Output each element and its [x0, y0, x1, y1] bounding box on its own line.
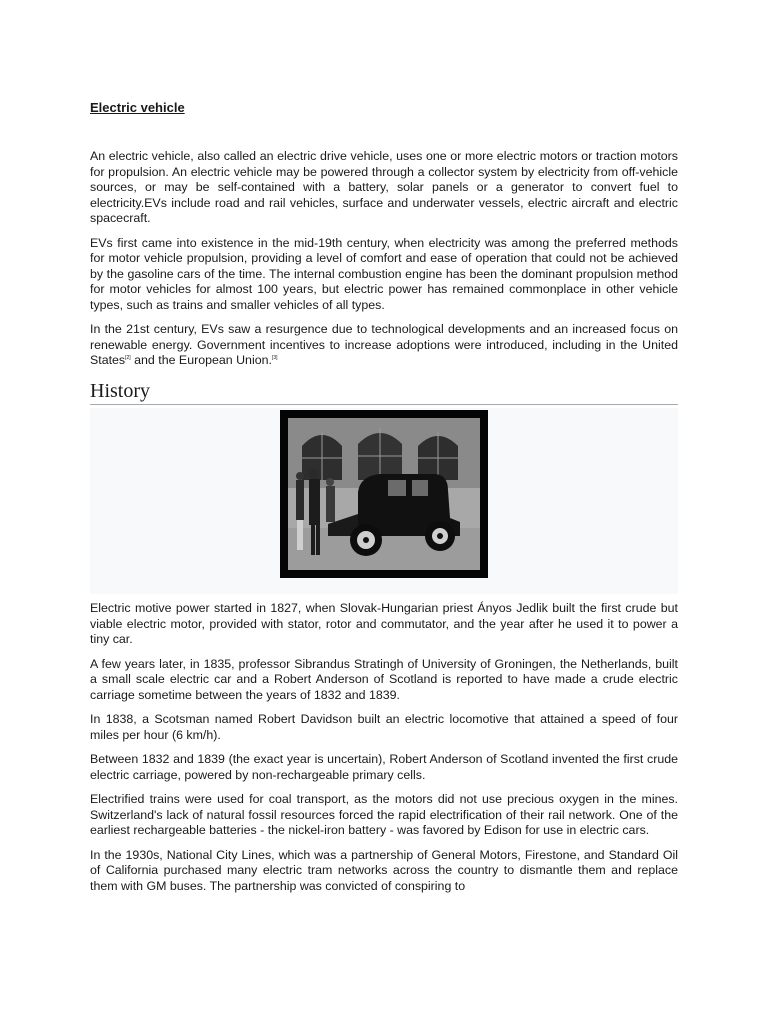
intro-paragraph-1: An electric vehicle, also called an electric drive vehicle, uses one or more electric motors or traction motors for propulsion. An electric vehicle may be powered through a collector system by electricity from off-vehicle sources, or may be self-contained with a battery, solar panels or a generator to convert fuel to electricity.EVs include road and rail vehicles, surface and underwater vessels, electric aircraft and electric spacecraft. — [90, 149, 678, 225]
history-paragraph-2: A few years later, in 1835, professor Sibrandus Stratingh of University of Groningen, the Netherlands, built a small scale electric car and a Robert Anderson of Scotland is reported to have made a crude electric carriage sometime between the years of 1832 and 1839. — [90, 656, 678, 702]
intro-paragraph-2: EVs first came into existence in the mid-19th century, when electricity was among the preferred methods for motor vehicle propulsion, providing a level of comfort and ease of operation that could not be achieved by the gasoline cars of the time. The internal combustion engine has been the dominant propulsion method for motor vehicles for almost 100 years, but electric power has remained commonplace in other vehicle types, such as trains and smaller vehicles of all types. — [90, 235, 678, 312]
intro-section — [90, 149, 678, 378]
history-heading: History — [90, 380, 678, 405]
citation-link[interactable]: [3] — [271, 354, 278, 361]
history-paragraph-6: In the 1930s, National City Lines, which was a partnership of General Motors, Firestone, and Standard Oil of California purchased many electric tram networks across the country to dismantle them and replace them with GM buses. The partnership was convicted of conspiring to — [90, 847, 678, 893]
document-title: Electric vehicle — [90, 100, 185, 115]
history-paragraph-1: Electric motive power started in 1827, when Slovak-Hungarian priest Ányos Jedlik built the first crude but viable electric motor, provided with stator, rotor and commutator, and the year after he used it to power a tiny car. — [90, 601, 678, 646]
photo-image — [288, 418, 480, 570]
history-paragraph-3: In 1838, a Scotsman named Robert Davidson built an electric locomotive that attained a speed of four miles per hour (6 km/h). — [90, 712, 678, 742]
history-section — [90, 601, 678, 903]
history-paragraph-5: Electrified trains were used for coal transport, as the motors did not use precious oxygen in the mines. Switzerland's lack of natural fossil resources forced the rapid electrification of their rail network. One of the earliest rechargeable batteries - the nickel-iron battery - was favored by Edison for use in electric cars. — [90, 792, 678, 837]
history-paragraph-4: Between 1832 and 1839 (the exact year is uncertain), Robert Anderson of Scotland invented the first crude electric carriage, powered by non-rechargeable primary cells. — [90, 752, 678, 782]
figure-container — [90, 408, 678, 594]
paragraph-text: and the European Union. — [130, 353, 272, 367]
vintage-electric-car-photo — [280, 410, 488, 578]
citation-link[interactable]: [2] — [125, 354, 131, 361]
intro-paragraph-3 — [90, 322, 678, 369]
paragraph-text: In the 21st century, EVs saw a resurgence due to technological developments and an increased focus on renewable energy. Government incentives to increase adoptions were introduced, including in the United States — [90, 322, 678, 367]
